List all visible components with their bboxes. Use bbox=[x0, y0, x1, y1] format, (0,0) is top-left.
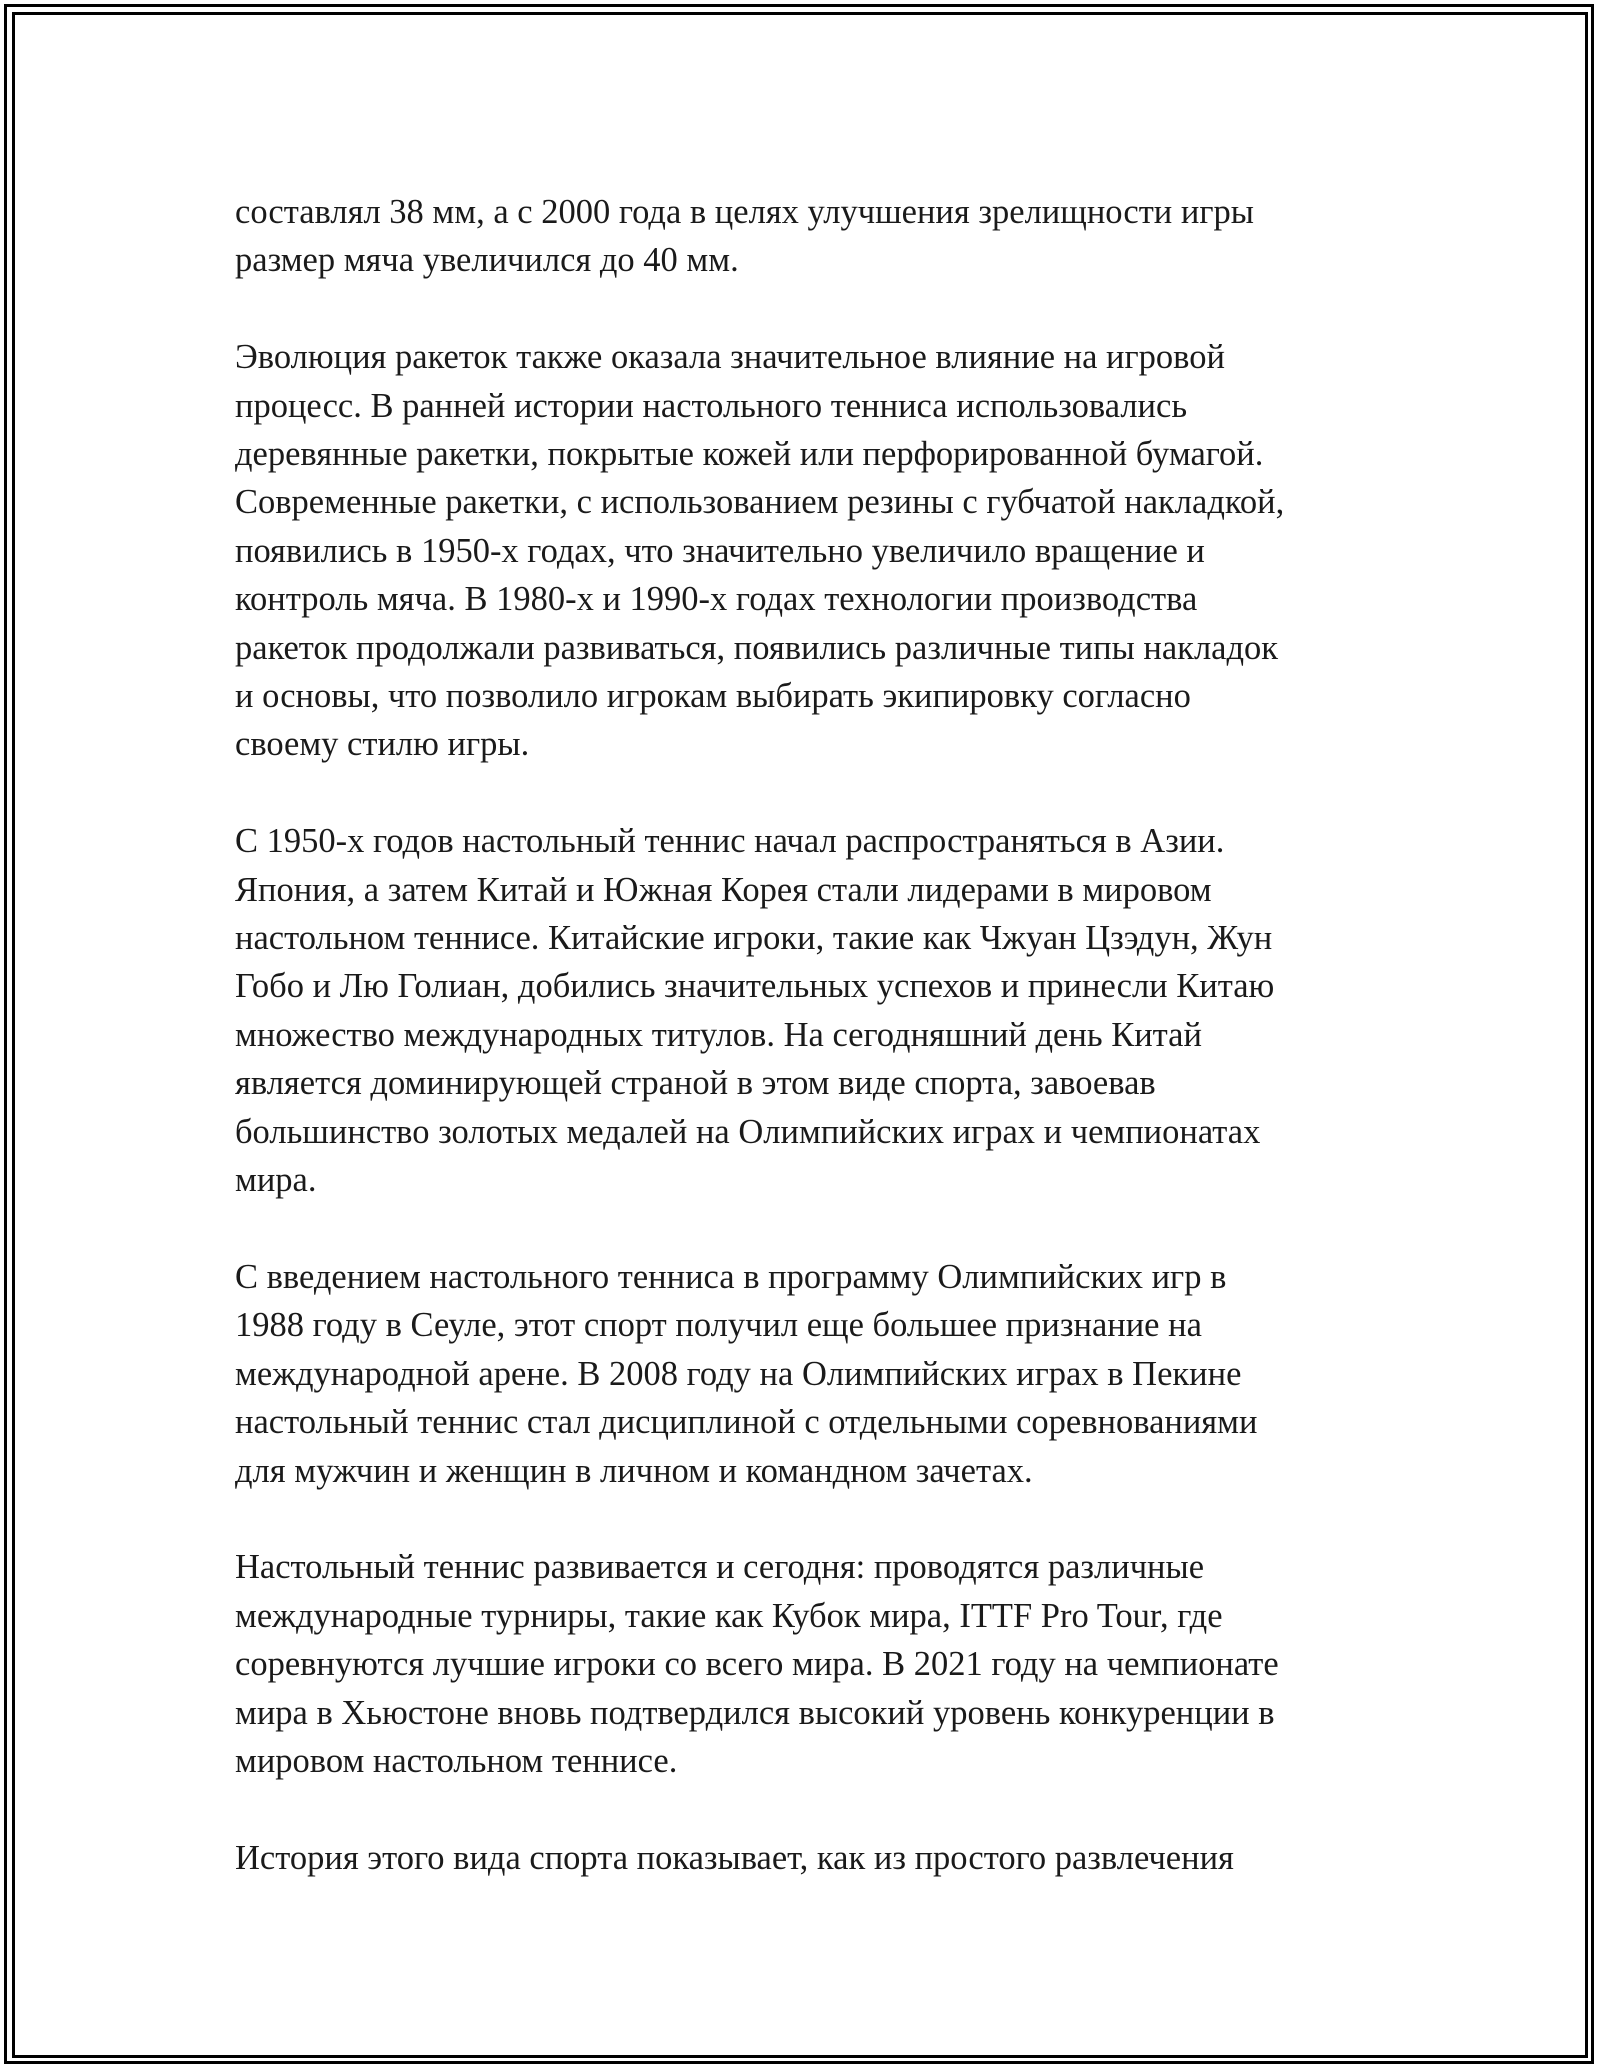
text-line: множество международных титулов. На сегодняшний день Китай bbox=[235, 1015, 1202, 1054]
text-line: процесс. В ранней истории настольного тенниса использовались bbox=[235, 386, 1188, 425]
text-line: соревнуются лучшие игроки со всего мира. В 2021 году на чемпионате bbox=[235, 1645, 1279, 1684]
paragraph-1 bbox=[235, 188, 1365, 285]
text-line: С введением настольного тенниса в программу Олимпийских игр в bbox=[235, 1257, 1227, 1296]
text-line: настольный теннис стал дисциплиной с отдельными соревнованиями bbox=[235, 1403, 1258, 1442]
text-line: для мужчин и женщин в личном и командном зачетах. bbox=[235, 1451, 1033, 1490]
paragraph-5 bbox=[235, 1543, 1365, 1785]
text-line: История этого вида спорта показывает, как из простого развлечения bbox=[235, 1838, 1234, 1877]
text-line: Эволюция ракеток также оказала значительное влияние на игровой bbox=[235, 338, 1225, 377]
text-line: Настольный теннис развивается и сегодня: проводятся различные bbox=[235, 1548, 1205, 1587]
text-line: С 1950-х годов настольный теннис начал распространяться в Азии. bbox=[235, 822, 1225, 861]
text-line: и основы, что позволило игрокам выбирать экипировку согласно bbox=[235, 677, 1191, 716]
text-line: является доминирующей страной в этом виде спорта, завоевав bbox=[235, 1064, 1156, 1103]
text-line: деревянные ракетки, покрытые кожей или перфорированной бумагой. bbox=[235, 435, 1264, 474]
text-line: размер мяча увеличился до 40 мм. bbox=[235, 241, 739, 280]
text-line: появились в 1950-х годах, что значительно увеличило вращение и bbox=[235, 531, 1205, 570]
text-line: своему стилю игры. bbox=[235, 725, 530, 764]
paragraph-6 bbox=[235, 1834, 1365, 1882]
text-line: Япония, а затем Китай и Южная Корея стали лидерами в мировом bbox=[235, 870, 1212, 909]
text-line: 1988 году в Сеуле, этот спорт получил еще большее признание на bbox=[235, 1306, 1202, 1345]
text-line: Современные ракетки, с использованием резины с губчатой накладкой, bbox=[235, 483, 1285, 522]
paragraph-4 bbox=[235, 1253, 1365, 1495]
text-line: составлял 38 мм, а с 2000 года в целях улучшения зрелищности игры bbox=[235, 193, 1254, 231]
text-line: Гобо и Лю Голиан, добились значительных успехов и принесли Китаю bbox=[235, 967, 1275, 1006]
text-line: мира в Хьюстоне вновь подтвердился высокий уровень конкуренции в bbox=[235, 1693, 1275, 1732]
text-line: контроль мяча. В 1980-х и 1990-х годах технологии производства bbox=[235, 580, 1198, 619]
text-line: мира. bbox=[235, 1161, 317, 1200]
paragraph-3 bbox=[235, 817, 1365, 1204]
text-line: настольном теннисе. Китайские игроки, такие как Чжуан Цзэдун, Жун bbox=[235, 919, 1273, 958]
text-line: большинство золотых медалей на Олимпийских играх и чемпионатах bbox=[235, 1112, 1261, 1151]
paragraph-2 bbox=[235, 333, 1365, 769]
text-line: ракеток продолжали развиваться, появились различные типы накладок bbox=[235, 628, 1279, 667]
text-line: мировом настольном теннисе. bbox=[235, 1741, 678, 1780]
document-body bbox=[235, 188, 1365, 1931]
text-line: международные турниры, такие как Кубок мира, ITTF Pro Tour, где bbox=[235, 1596, 1223, 1635]
text-line: международной арене. В 2008 году на Олимпийских играх в Пекине bbox=[235, 1354, 1242, 1393]
